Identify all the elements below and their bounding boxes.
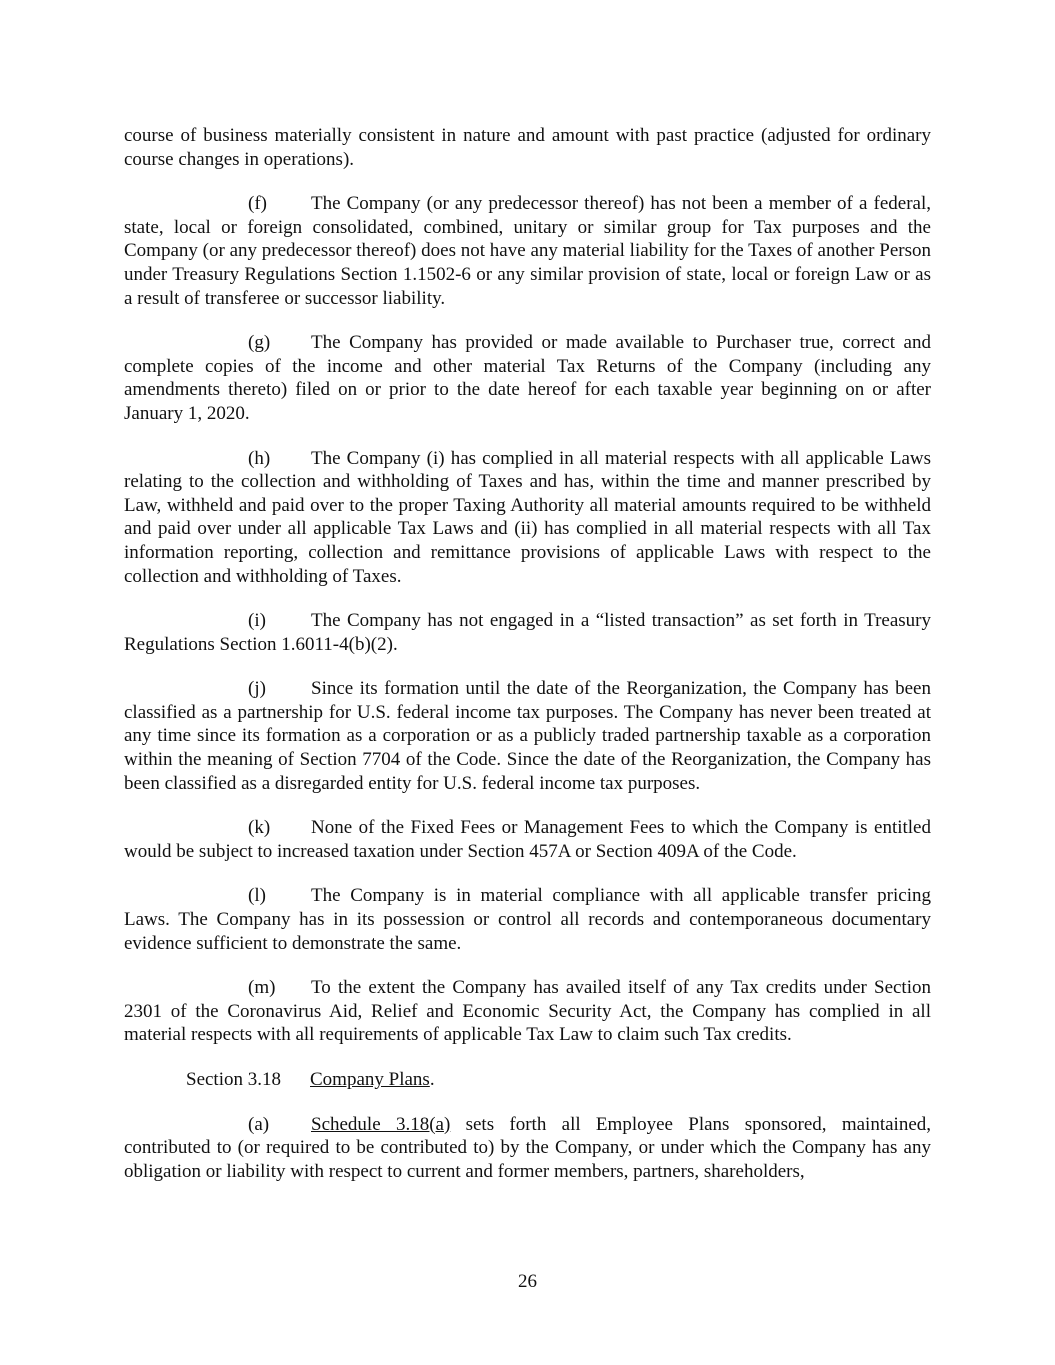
paragraph-i bbox=[124, 609, 931, 656]
section-number: Section 3.18 bbox=[186, 1069, 281, 1090]
paragraph-text: To the extent the Company has availed itself of any Tax credits under Section 2301 of the Coronavirus Aid, Relief and Economic Security Act, the Company has complied in all material respects with all requirements of applicable Tax Law to claim such Tax credits. bbox=[124, 977, 931, 1046]
paragraph-label: (i) bbox=[248, 610, 266, 632]
section-title: Company Plans bbox=[310, 1069, 430, 1090]
continuation-paragraph: course of business materially consistent in nature and amount with past practice (adjusted for ordinary course changes in operations). bbox=[124, 125, 931, 170]
paragraph-label: (k) bbox=[248, 817, 271, 839]
paragraph-label: (a) bbox=[248, 1113, 270, 1135]
paragraph-f bbox=[124, 192, 931, 310]
paragraph-label: (g) bbox=[248, 332, 271, 354]
document-page bbox=[124, 124, 931, 1204]
paragraph-label: (l) bbox=[248, 885, 266, 907]
paragraph-text: The Company is in material compliance with all applicable transfer pricing Laws. The Company has in its possession or control all records and contemporaneous documentary evidence sufficient to demonstrate the same. bbox=[124, 885, 931, 954]
paragraph-g bbox=[124, 331, 931, 425]
paragraph-text: The Company (or any predecessor thereof) has not been a member of a federal, state, local or foreign consolidated, combined, unitary or similar group for Tax purposes and the Company (or any predecessor thereof) does not have any material liability for the Taxes of another Person under Treasury Regulations Section 1.1502-6 or any similar provision of state, local or foreign Law or as a result of transferee or successor liability. bbox=[124, 193, 931, 309]
paragraph-text: sets forth all Employee Plans sponsored, maintained, contributed to (or required to be contributed to) by the Company, or under which the Company has any obligation or liability with respect to current and former members, partners, shareholders, bbox=[124, 1113, 932, 1182]
paragraph-label: (m) bbox=[248, 977, 276, 999]
paragraph-l bbox=[124, 884, 931, 955]
paragraph-text: None of the Fixed Fees or Management Fees to which the Company is entitled would be subject to increased taxation under Section 457A or Section 409A of the Code. bbox=[124, 817, 931, 862]
paragraph-h bbox=[124, 447, 931, 589]
paragraph-text: The Company has not engaged in a “listed transaction” as set forth in Treasury Regulations Section 1.6011-4(b)(2). bbox=[124, 610, 931, 655]
paragraph-text: The Company (i) has complied in all material respects with all applicable Laws relating to the collection and withholding of Taxes and has, within the time and manner prescribed by Law, withheld and paid over to the proper Taxing Authority all material amounts required to be withheld and paid over under all applicable Tax Laws and (ii) has complied in all material respects with all Tax information reporting, collection and remittance provisions of applicable Laws with respect to the collection and withholding of Taxes. bbox=[124, 447, 931, 587]
section-title-suffix: . bbox=[429, 1069, 435, 1090]
paragraph-text: The Company has provided or made available to Purchaser true, correct and complete copies of the income and other material Tax Returns of the Company (including any amendments thereto) filed on or prior to the date hereof for each taxable year beginning on or after January 1, 2020. bbox=[124, 332, 931, 424]
paragraph-m bbox=[124, 976, 931, 1047]
schedule-reference: Schedule 3.18(a) bbox=[311, 1113, 451, 1135]
paragraph-label: (f) bbox=[248, 193, 267, 215]
paragraph-label: (j) bbox=[248, 678, 266, 700]
paragraph-j bbox=[124, 677, 931, 795]
section-heading bbox=[124, 1068, 931, 1092]
page-number: 26 bbox=[518, 1271, 537, 1292]
paragraph-k bbox=[124, 816, 931, 863]
paragraph-a bbox=[124, 1113, 931, 1184]
paragraph-text: Since its formation until the date of the Reorganization, the Company has been classified as a partnership for U.S. federal income tax purposes. The Company has never been treated at any time since its formation as a corporation or as a publicly traded partnership taxable as a corporation within the meaning of Section 7704 of the Code. Since the date of the Reorganization, the Company has been classified as a disregarded entity for U.S. federal income tax purposes. bbox=[124, 678, 931, 794]
paragraph-label: (h) bbox=[248, 447, 271, 469]
